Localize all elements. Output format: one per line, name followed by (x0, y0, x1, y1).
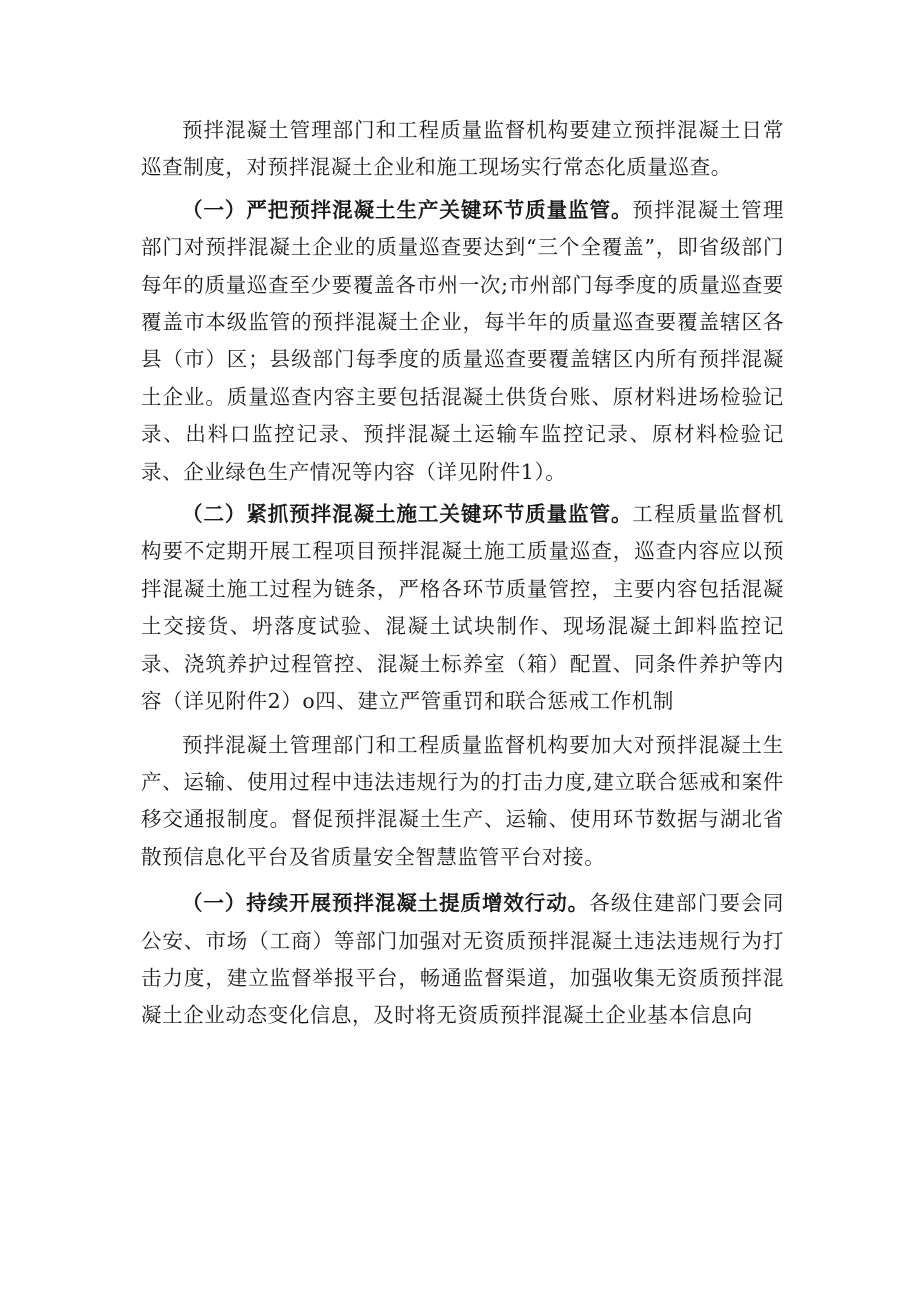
paragraph-text: 工程质量监督机构要不定期开展工程项目预拌混凝土施工质量巡查，巡查内容应以预拌混凝土施工过程为链条，严格各环节质量管控，主要内容包括混凝土交接货、坍落度试验、混凝土试块制作、现场混凝土卸料监控记录、浇筑养护过程管控、混凝土标养室（箱）配置、同条件养护等内容（详见附件2）o四、建立严管重罚和联合惩戒工作机制 (141, 502, 784, 714)
paragraph-penalty-mechanism (141, 727, 784, 877)
paragraph-daily-inspection (141, 112, 784, 187)
document-body (141, 112, 784, 1035)
paragraph-text: 预拌混凝土管理部门对预拌混凝土企业的质量巡查要达到“三个全覆盖”，即省级部门每年的质量巡查至少要覆盖各市州一次;市州部门每季度的质量巡查要覆盖市本级监管的预拌混凝土企业，每半年的质量巡查要覆盖辖区各县（市）区；县级部门每季度的质量巡查要覆盖辖区内所有预拌混凝土企业。质量巡查内容主要包括混凝土供货台账、原材料进场检验记录、出料口监控记录、预拌混凝土运输车监控记录、原材料检验记录、企业绿色生产情况等内容（详见附件1）。 (141, 197, 784, 484)
paragraph-quality-action (141, 885, 784, 1035)
paragraph-text: 预拌混凝土管理部门和工程质量监督机构要加大对预拌混凝土生产、运输、使用过程中违法违规行为的打击力度,建立联合惩戒和案件移交通报制度。督促预拌混凝土生产、运输、使用环节数据与湖北省散预信息化平台及省质量安全智慧监管平台对接。 (141, 732, 784, 869)
paragraph-construction-supervision (141, 496, 784, 720)
paragraph-text: 预拌混凝土管理部门和工程质量监督机构要建立预拌混凝土日常巡查制度，对预拌混凝土企业和施工现场实行常态化质量巡查。 (141, 118, 784, 180)
section-heading: （一）严把预拌混凝土生产关键环节质量监管。 (182, 197, 633, 222)
section-heading: （一）持续开展预拌混凝土提质增效行动。 (182, 891, 590, 916)
section-heading: （二）紧抓预拌混凝土施工关键环节质量监管。 (182, 502, 633, 527)
paragraph-text: 各级住建部门要会同公安、市场（工商）等部门加强对无资质预拌混凝土违法违规行为打击力度，建立监督举报平台，畅通监督渠道，加强收集无资质预拌混凝土企业动态变化信息，及时将无资质预拌混凝土企业基本信息向 (141, 891, 784, 1028)
paragraph-production-supervision (141, 192, 784, 491)
